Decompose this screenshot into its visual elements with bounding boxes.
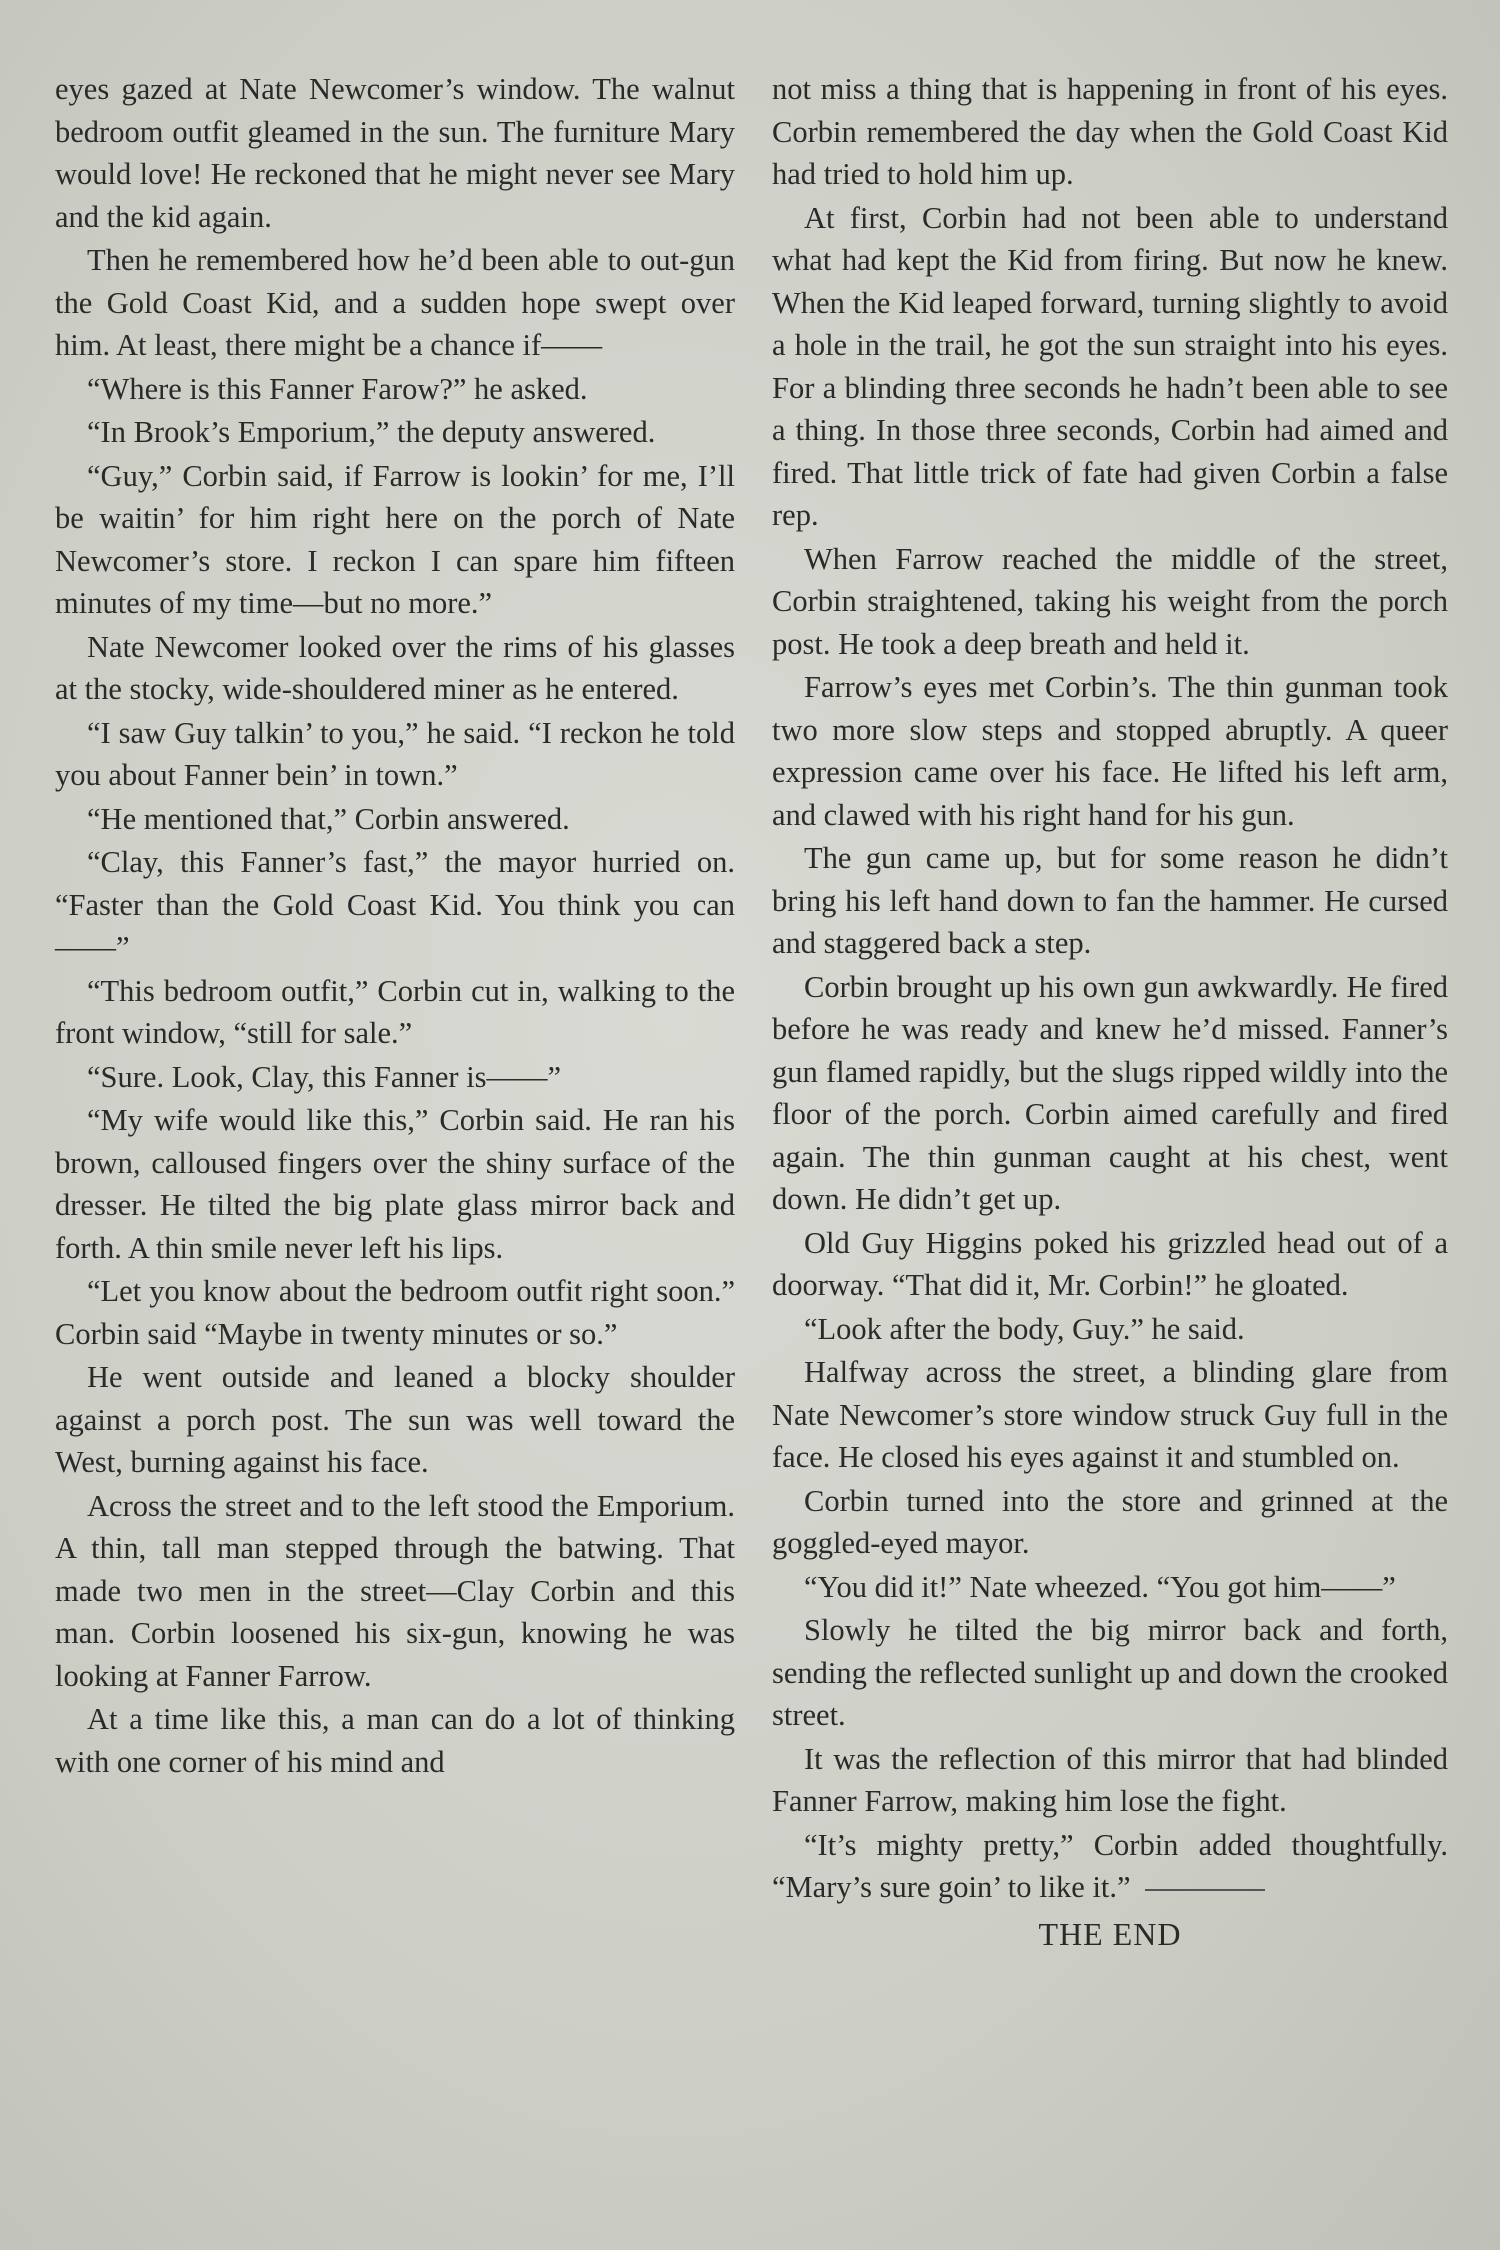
end-rule [1145,1889,1265,1891]
paragraph: “Guy,” Corbin said, if Farrow is lookin’ for me, I’ll be waitin’ for him right here on the porch of Nate Newcomer’s store. I reckon I can spare him fifteen minutes of my time—but no more.” [55,458,735,620]
left-column [55,68,735,1784]
paragraph: eyes gazed at Nate Newcomer’s window. The walnut bedroom outfit gleamed in the sun. The furniture Mary would love! He reckoned that he might never see Mary and the kid again. [55,72,735,234]
paragraph: Old Guy Higgins poked his grizzled head out of a doorway. “That did it, Mr. Corbin!” he gloated. [772,1225,1448,1302]
paragraph: Corbin turned into the store and grinned at the goggled-eyed mayor. [772,1483,1448,1560]
paragraph: He went outside and leaned a blocky shoulder against a porch post. The sun was well toward the West, burning against his face. [55,1360,735,1479]
paragraph: Nate Newcomer looked over the rims of his glasses at the stocky, wide-shouldered miner as he entered. [55,629,735,706]
paragraph: It was the reflection of this mirror that had blinded Fanner Farrow, making him lose the fight. [772,1741,1448,1818]
paragraph: “He mentioned that,” Corbin answered. [87,801,570,836]
paragraph: “Look after the body, Guy.” he said. [804,1311,1245,1346]
end-marker: THE END [1038,1915,1182,1952]
paragraph: “Sure. Look, Clay, this Fanner is——” [87,1059,562,1094]
right-column [772,68,1448,1956]
paragraph: Corbin brought up his own gun awkwardly. He fired before he was ready and knew he’d missed. Fanner’s gun flamed rapidly, but the slugs ripped wildly into the floor of the porch. Corbin aimed carefully and fired again. The thin gunman caught at his chest, went down. He didn’t get up. [772,969,1448,1216]
paragraph: At a time like this, a man can do a lot of thinking with one corner of his mind and [55,1702,735,1779]
paragraph: The gun came up, but for some reason he didn’t bring his left hand down to fan the hammer. He cursed and staggered back a step. [772,841,1448,960]
paragraph: Then he remembered how he’d been able to out-gun the Gold Coast Kid, and a sudden hope swept over him. At least, there might be a chance if—— [55,243,735,362]
paragraph-last [772,1824,1448,1909]
paragraph: Farrow’s eyes met Corbin’s. The thin gunman took two more slow steps and stopped abruptly. A queer expression came over his face. He lifted his left arm, and clawed with his right hand for his gun. [772,670,1448,832]
paragraph-last-text: “It’s mighty pretty,” Corbin added thoughtfully. “Mary’s sure goin’ to like it.” [772,1827,1448,1904]
paragraph: At first, Corbin had not been able to understand what had kept the Kid from firing. But now he knew. When the Kid leaped forward, turning slightly to avoid a hole in the trail, he got the sun straight into his eyes. For a blinding three seconds he hadn’t been able to see a thing. In those three seconds, Corbin had aimed and fired. That little trick of fate had given Corbin a false rep. [772,200,1448,532]
paragraph: “Clay, this Fanner’s fast,” the mayor hurried on. “Faster than the Gold Coast Kid. You think you can——” [55,845,735,964]
paragraph: Slowly he tilted the big mirror back and forth, sending the reflected sunlight up and down the crooked street. [772,1613,1448,1732]
paragraph: “I saw Guy talkin’ to you,” he said. “I reckon he told you about Fanner bein’ in town.” [55,715,735,792]
paragraph: “In Brook’s Emporium,” the deputy answered. [87,415,656,449]
paragraph: “My wife would like this,” Corbin said. He ran his brown, calloused fingers over the shiny surface of the dresser. He tilted the big plate glass mirror back and forth. A thin smile never left his lips. [55,1103,735,1265]
paragraph: When Farrow reached the middle of the street, Corbin straightened, taking his weight from the porch post. He took a deep breath and held it. [772,541,1448,661]
paragraph: Halfway across the street, a blinding glare from Nate Newcomer’s store window struck Guy full in the face. He closed his eyes against it and stumbled on. [772,1355,1448,1474]
paragraph: “This bedroom outfit,” Corbin cut in, walking to the front window, “still for sale.” [55,973,735,1050]
paragraph: Across the street and to the left stood the Emporium. A thin, tall man stepped through the batwing. That made two men in the street—Clay Corbin and this man. Corbin loosened his six-gun, knowing he was looking at Fanner Farrow. [55,1488,735,1693]
paragraph: “Let you know about the bedroom outfit right soon.” Corbin said “Maybe in twenty minutes or so.” [55,1274,735,1351]
paragraph: not miss a thing that is happening in front of his eyes. Corbin remembered the day when the Gold Coast Kid had tried to hold him up. [772,72,1448,191]
paragraph: “You did it!” Nate wheezed. “You got him——” [804,1569,1396,1604]
paragraph: “Where is this Fanner Farow?” he asked. [87,371,588,406]
